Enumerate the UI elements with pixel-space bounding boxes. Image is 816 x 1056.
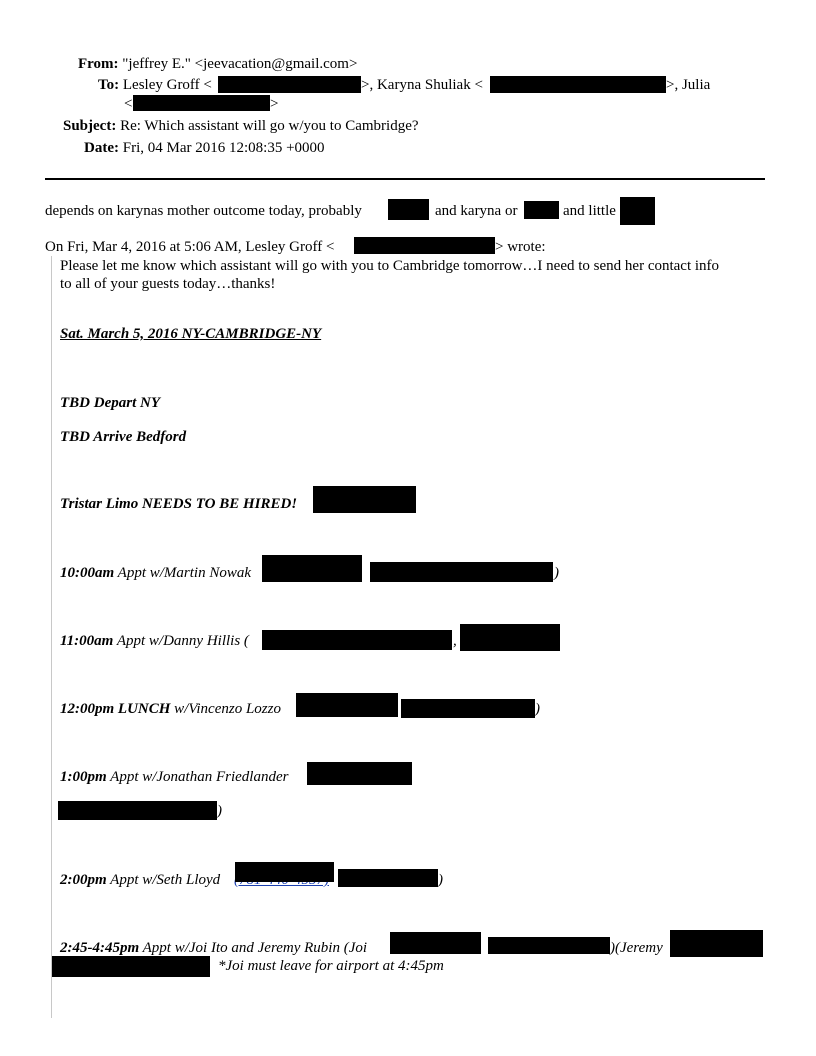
item-tail: ) (554, 565, 559, 581)
redaction (388, 199, 429, 220)
redaction (354, 237, 495, 254)
item-time: 2:45-4:45pm (60, 940, 140, 956)
redaction (370, 562, 553, 582)
item-text: Appt w/Martin Nowak (114, 565, 251, 581)
redaction (313, 486, 416, 513)
quoted-line-2: to all of your guests today…thanks! (60, 276, 276, 292)
schedule-item (60, 564, 251, 582)
redaction (620, 197, 655, 225)
quote-attribution-suffix: > wrote: (495, 239, 546, 255)
redaction (235, 862, 334, 882)
limo-line: Tristar Limo NEEDS TO BE HIRED! (60, 496, 298, 512)
redaction (52, 956, 210, 977)
item-text: Appt w/Seth Lloyd (106, 872, 221, 888)
redaction (262, 555, 362, 582)
schedule-heading: Sat. March 5, 2016 NY-CAMBRIDGE-NY (60, 326, 322, 342)
redaction (490, 76, 666, 93)
item-note: *Joi must leave for airport at 4:45pm (218, 958, 444, 974)
item-text: Appt w/Danny Hillis ( (113, 633, 249, 649)
schedule-item (60, 939, 367, 957)
schedule-item (60, 871, 220, 889)
item-tail: ) (535, 701, 540, 717)
schedule-item (60, 632, 249, 650)
schedule-item (60, 768, 288, 786)
item-tail: ) (217, 803, 222, 819)
to-recipient-3[interactable]: >, Julia (666, 77, 711, 93)
redaction (488, 937, 610, 954)
redaction (524, 201, 559, 219)
item-time: 12:00pm LUNCH (60, 701, 171, 717)
redaction (670, 930, 763, 957)
to-line2-open: < (124, 96, 133, 112)
redaction (338, 869, 438, 887)
to-label: To: (98, 77, 120, 93)
item-time: 2:00pm (60, 872, 107, 888)
reply-part-1: depends on karynas mother outcome today, probably (45, 203, 362, 219)
from-label: From: (78, 56, 119, 72)
subject-label: Subject: (63, 118, 117, 134)
date-row (84, 139, 325, 157)
redaction (390, 932, 481, 954)
redaction (218, 76, 361, 93)
depart-line: TBD Depart NY (60, 395, 160, 411)
item-mid: )(Jeremy (610, 940, 663, 956)
redaction (133, 95, 270, 111)
quote-bar (51, 256, 52, 1018)
date-label: Date: (84, 140, 119, 156)
item-time: 10:00am (60, 565, 115, 581)
redaction (296, 693, 398, 717)
item-time: 11:00am (60, 633, 114, 649)
to-row (98, 76, 212, 94)
item-tail: ) (438, 872, 443, 888)
arrive-line: TBD Arrive Bedford (60, 429, 187, 445)
schedule-item (60, 700, 281, 718)
quote-attribution-prefix: On Fri, Mar 4, 2016 at 5:06 AM, Lesley Groff < (45, 239, 335, 255)
item-tail: , (453, 633, 457, 649)
item-text: Appt w/Jonathan Friedlander (106, 769, 289, 785)
subject-value: Re: Which assistant will go w/you to Cambridge? (120, 118, 419, 134)
item-time: 1:00pm (60, 769, 107, 785)
redaction (58, 801, 217, 820)
redaction (401, 699, 535, 718)
header-divider (45, 178, 765, 180)
reply-part-3: and little (563, 203, 616, 219)
item-text: w/Vincenzo Lozzo (170, 701, 281, 717)
date-value: Fri, 04 Mar 2016 12:08:35 +0000 (122, 140, 325, 156)
to-recipient-2[interactable]: >, Karyna Shuliak < (361, 77, 483, 93)
to-recipient-1[interactable]: Lesley Groff < (122, 77, 212, 93)
quoted-line-1: Please let me know which assistant will go with you to Cambridge tomorrow…I need to send her contact info (60, 258, 720, 274)
redaction (262, 630, 452, 650)
subject-row (63, 117, 419, 135)
from-value[interactable]: "jeffrey E." <jeevacation@gmail.com> (122, 56, 358, 72)
redaction (460, 624, 560, 651)
item-text: Appt w/Joi Ito and Jeremy Rubin (Joi (139, 940, 368, 956)
reply-part-2: and karyna or (435, 203, 518, 219)
from-row (78, 55, 357, 73)
to-line2-close: > (270, 96, 279, 112)
redaction (307, 762, 412, 785)
